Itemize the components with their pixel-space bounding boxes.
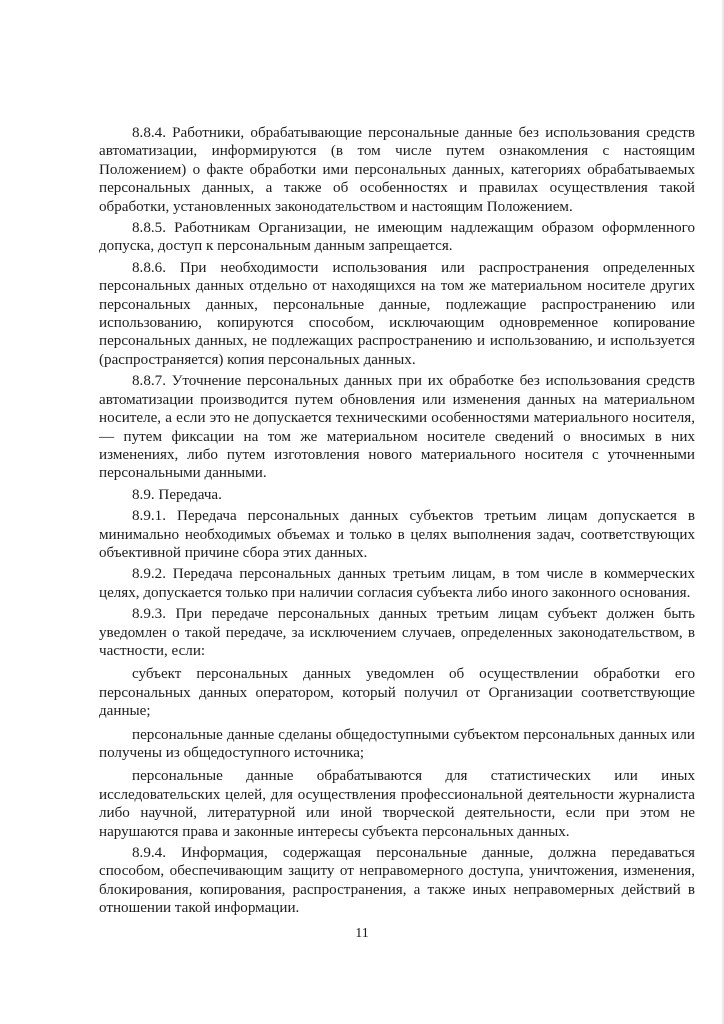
paragraph-8-8-6: 8.8.6. При необходимости использования или распространения определенных персональных данных отдельно от находящихся на том же материальном носителе других персональных данных, персональные данные, подлежащие распространению или использованию, копируются способом, исключающим одновременное копирование персональных данных, не подлежащих распространению и использованию, и используется (распространяется) копия персональных данных. xyxy=(99,259,695,368)
paragraph-8-9-2: 8.9.2. Передача персональных данных третьим лицам, в том числе в коммерческих целях, допускается только при наличии согласия субъекта либо иного законного основания. xyxy=(99,566,695,601)
paragraph-8-9-3: 8.9.3. При передаче персональных данных третьим лицам субъект должен быть уведомлен о такой передаче, за исключением случаев, определенных законодательством, в частности, если: xyxy=(99,606,695,659)
document-body xyxy=(99,124,695,918)
list-item: персональные данные обрабатываются для статистических или иных исследовательских целей, для осуществления профессиональной деятельности журналиста либо научной, литературной или иной творческой деятельности, если при этом не нарушаются права и законные интересы субъекта персональных данных. xyxy=(99,768,695,840)
paragraph-8-8-4: 8.8.4. Работники, обрабатывающие персональные данные без использования средств автоматизации, информируются (в том числе путем ознакомления с настоящим Положением) о факте обработки ими персональных данных, категориях обрабатываемых персональных данных, а также об особенностях и правилах осуществления такой обработки, установленных законодательством и настоящим Положением. xyxy=(99,125,695,215)
list-item: субъект персональных данных уведомлен об осуществлении обработки его персональных данных оператором, который получил от Организации соответствующие данные; xyxy=(99,666,695,720)
section-heading-8-9: 8.9. Передача. xyxy=(132,486,222,503)
paragraph-8-8-7: 8.8.7. Уточнение персональных данных при их обработке без использования средств автоматизации производится путем обновления или изменения данных на материальном носителе, а если это не допускается техническими особенностями материального носителя, — путем фиксации на том же материальном носителе сведений о вносимых в них изменениях, либо путем изготовления нового материального носителя с уточненными персональными данными. xyxy=(99,373,695,482)
paragraph-8-9-4: 8.9.4. Информация, содержащая персональные данные, должна передаваться способом, обеспечивающим защиту от неправомерного доступа, уничтожения, изменения, блокирования, копирования, распространения, а также иных неправомерных действий в отношении такой информации. xyxy=(99,845,695,917)
list-item: персональные данные сделаны общедоступными субъектом персональных данных или получены из общедоступного источника; xyxy=(99,726,695,761)
paragraph-8-9-1: 8.9.1. Передача персональных данных субъектов третьим лицам допускается в минимально необходимых объемах и только в целях выполнения задач, соответствующих объективной причине сбора этих данных. xyxy=(99,508,695,561)
page-number: 11 xyxy=(355,926,369,941)
paragraph-8-8-5: 8.8.5. Работникам Организации, не имеющим надлежащим образом оформленного допуска, доступ к персональным данным запрещается. xyxy=(99,220,695,255)
